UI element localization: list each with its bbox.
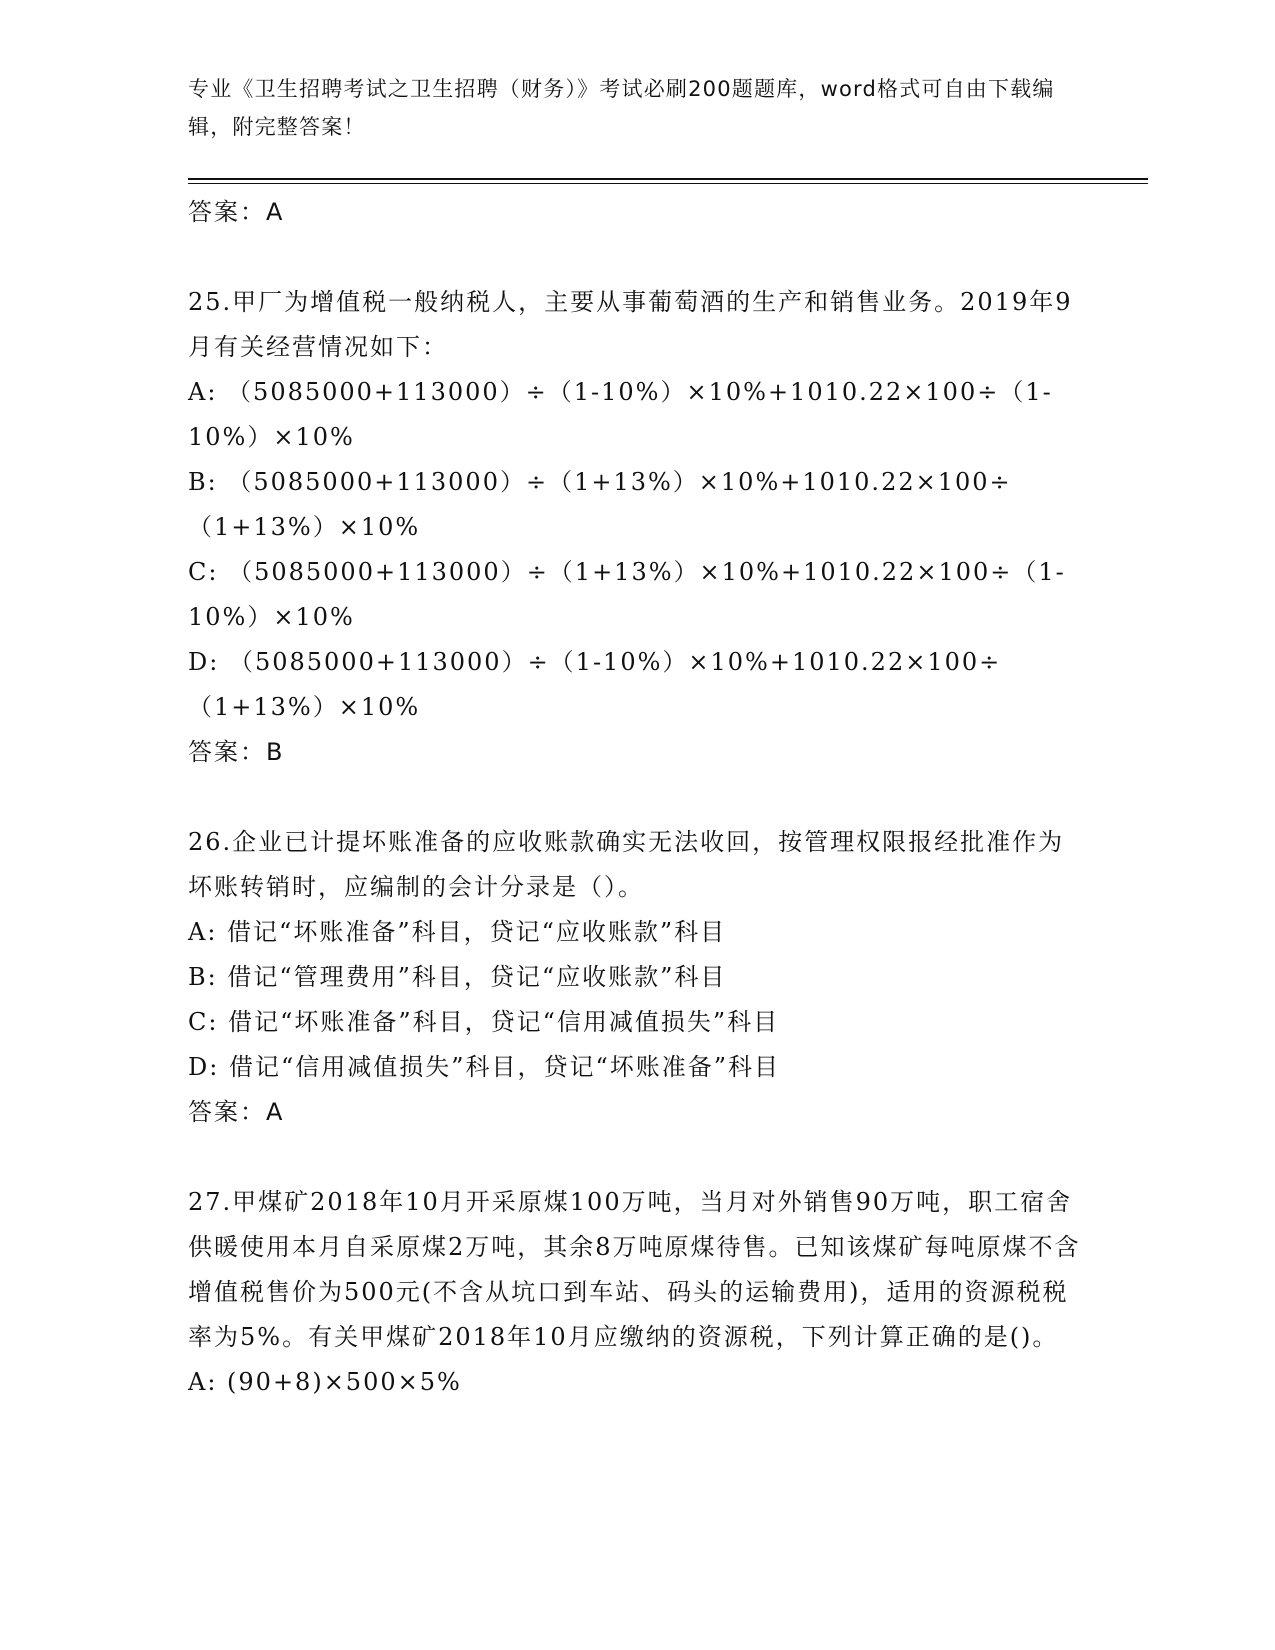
answer-24: 答案：A — [188, 198, 285, 226]
question-27 — [188, 1180, 1088, 1405]
question-26 — [188, 820, 1088, 1134]
question-stem: 25.甲厂为增值税一般纳税人，主要从事葡萄酒的生产和销售业务。2019年9月有关经营情况如下： — [188, 288, 1073, 361]
option-b: B: 借记“管理费用”科目，贷记“应收账款”科目 — [188, 963, 727, 991]
option-a: A: （5085000+113000）÷（1-10%）×10%+1010.22×100÷（1-10%）×10% — [188, 378, 1053, 451]
option-c: C: （5085000+113000）÷（1+13%）×10%+1010.22×100÷（1-10%）×10% — [188, 558, 1066, 631]
page-header: 专业《卫生招聘考试之卫生招聘（财务）》考试必刷200题题库，word格式可自由下载编辑，附完整答案！ — [188, 77, 1055, 139]
question-25 — [188, 280, 1088, 774]
option-a: A: 借记“坏账准备”科目，贷记“应收账款”科目 — [188, 918, 727, 946]
question-stem: 27.甲煤矿2018年10月开采原煤100万吨，当月对外销售90万吨，职工宿舍供暖使用本月自采原煤2万吨，其余8万吨原煤待售。已知该煤矿每吨原煤不含增值税售价为500元(不含从坑口到车站、码头的运输费用)，适用的资源税税率为5%。有关甲煤矿2018年10月应缴纳的资源税，下列计算正确的是()。 — [188, 1188, 1081, 1351]
header-rule-thin — [188, 183, 1148, 184]
answer-26: 答案：A — [188, 1098, 285, 1126]
question-stem: 26.企业已计提坏账准备的应收账款确实无法收回，按管理权限报经批准作为坏账转销时，应编制的会计分录是（）。 — [188, 828, 1065, 901]
option-b: B: （5085000+113000）÷（1+13%）×10%+1010.22×100÷（1+13%）×10% — [188, 468, 1012, 541]
option-d: D: （5085000+113000）÷（1-10%）×10%+1010.22×100÷（1+13%）×10% — [188, 648, 1002, 721]
document-body — [188, 190, 1088, 1405]
option-c: C: 借记“坏账准备”科目，贷记“信用减值损失”科目 — [188, 1008, 780, 1036]
answer-25: 答案：B — [188, 738, 285, 766]
option-a: A: (90+8)×500×5% — [188, 1368, 462, 1396]
header-rule-thick — [188, 178, 1148, 180]
option-d: D: 借记“信用减值损失”科目，贷记“坏账准备”科目 — [188, 1053, 781, 1081]
